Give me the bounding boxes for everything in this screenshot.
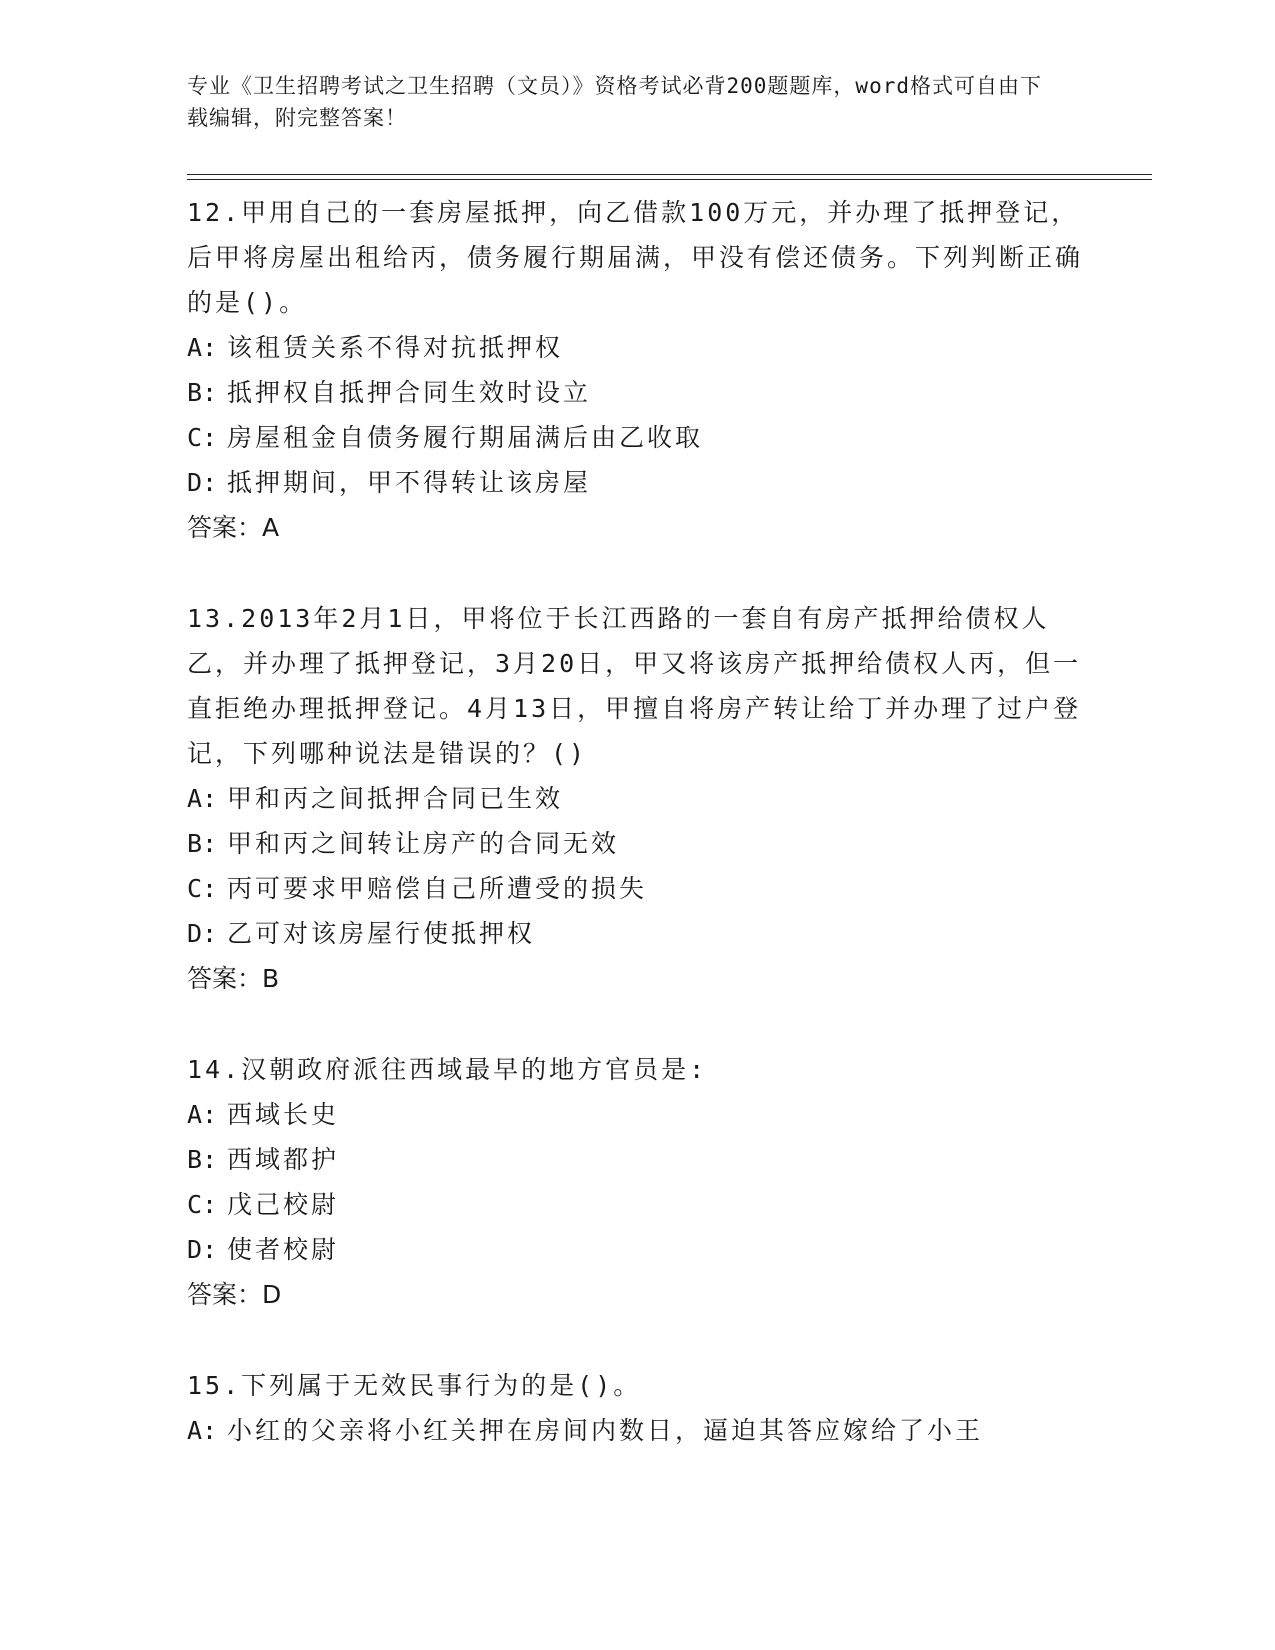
option-key: A: (187, 784, 218, 813)
option-key: C: (187, 1190, 218, 1219)
option-key: D: (187, 1235, 218, 1264)
option-c (187, 866, 1157, 911)
option-key: D: (187, 468, 218, 497)
question-stem: 12.甲用自己的一套房屋抵押，向乙借款100万元，并办理了抵押登记，后甲将房屋出租给丙，债务履行期届满，甲没有偿还债务。下列判断正确的是()。 (187, 198, 1084, 317)
option-d (187, 911, 1157, 956)
header-divider (187, 174, 1152, 180)
question-15 (187, 1363, 1157, 1453)
option-key: A: (187, 1100, 218, 1129)
option-text: 抵押权自抵押合同生效时设立 (227, 378, 592, 407)
option-text: 丙可要求甲赔偿自己所遭受的损失 (227, 874, 648, 903)
answer: 答案：B (187, 964, 280, 993)
option-a (187, 325, 1157, 370)
option-text: 该租赁关系不得对抗抵押权 (227, 333, 564, 362)
option-a (187, 1408, 1157, 1453)
option-text: 使者校尉 (227, 1235, 340, 1264)
option-key: C: (187, 874, 218, 903)
question-13 (187, 596, 1157, 1001)
option-b (187, 821, 1157, 866)
option-d (187, 1227, 1157, 1272)
option-text: 小红的父亲将小红关押在房间内数日，逼迫其答应嫁给了小王 (227, 1416, 984, 1445)
option-b (187, 1137, 1157, 1182)
option-text: 甲和丙之间抵押合同已生效 (227, 784, 564, 813)
option-text: 抵押期间，甲不得转让该房屋 (227, 468, 592, 497)
document-page (187, 70, 1157, 1453)
option-text: 西域长史 (227, 1100, 340, 1129)
option-a (187, 1092, 1157, 1137)
question-stem: 15.下列属于无效民事行为的是()。 (187, 1371, 642, 1400)
option-key: B: (187, 1145, 218, 1174)
option-text: 房屋租金自债务履行期届满后由乙收取 (227, 423, 704, 452)
option-key: A: (187, 333, 218, 362)
question-14 (187, 1047, 1157, 1317)
answer: 答案：D (187, 1280, 282, 1309)
option-key: A: (187, 1416, 218, 1445)
option-key: B: (187, 378, 218, 407)
option-text: 乙可对该房屋行使抵押权 (227, 919, 536, 948)
option-a (187, 776, 1157, 821)
option-text: 甲和丙之间转让房产的合同无效 (227, 829, 620, 858)
option-key: C: (187, 423, 218, 452)
question-12 (187, 190, 1157, 550)
option-b (187, 370, 1157, 415)
option-text: 戊己校尉 (227, 1190, 340, 1219)
answer: 答案：A (187, 513, 280, 542)
option-key: D: (187, 919, 218, 948)
option-text: 西域都护 (227, 1145, 340, 1174)
option-c (187, 415, 1157, 460)
question-stem: 14.汉朝政府派往西域最早的地方官员是: (187, 1055, 708, 1084)
option-d (187, 460, 1157, 505)
question-stem: 13.2013年2月1日，甲将位于长江西路的一套自有房产抵押给债权人乙，并办理了抵押登记，3月20日，甲又将该房产抵押给债权人丙，但一直拒绝办理抵押登记。4月13日，甲擅自将房产转让给丁并办理了过户登记，下列哪种说法是错误的？() (187, 604, 1082, 768)
option-c (187, 1182, 1157, 1227)
header-rule-bottom (187, 179, 1152, 180)
document-header: 专业《卫生招聘考试之卫生招聘（文员）》资格考试必背200题题库，word格式可自由下载编辑，附完整答案！ (187, 74, 1042, 130)
option-key: B: (187, 829, 218, 858)
header-rule-top (187, 174, 1152, 175)
